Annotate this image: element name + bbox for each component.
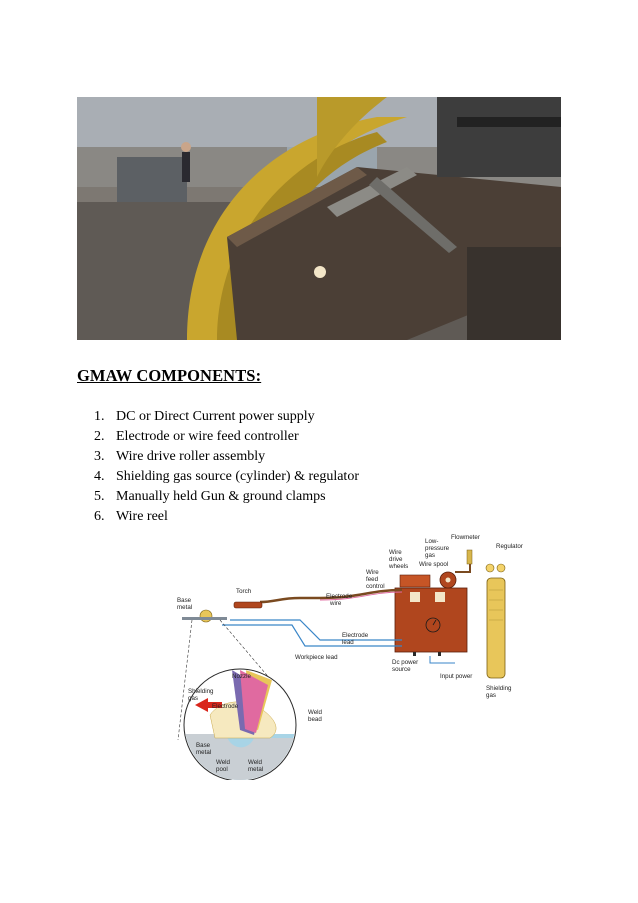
label-electrode: Electrode [212,703,239,710]
label-regulator: Regulator [496,543,523,550]
label-base-metal: Base [177,597,192,604]
components-list [94,407,359,527]
label-low-pressure-gas: pressure [425,545,450,552]
label-wire-drive-wheels: Wire [389,549,402,556]
label-electrode-lead: Electrode [342,632,369,639]
label-weld-pool: Weld [216,759,230,766]
label-low-pressure-gas: gas [425,552,435,559]
label-shielding-gas: Shielding [486,685,512,692]
gmaw-diagram-svg [170,530,530,780]
list-item-number: 3. [94,449,105,464]
label-electrode-lead: lead [342,639,354,646]
label-wire-feed-control: control [366,583,385,590]
list-item-text: Shielding gas source (cylinder) & regulator [116,469,359,484]
label-base-metal: metal [177,604,193,611]
list-item-number: 4. [94,469,105,484]
label-weld-pool: pool [216,766,228,773]
label-electrode-wire: Electrode [326,593,353,600]
label-weld-bead: Weld [308,709,322,716]
label-workpiece-lead: Workpiece lead [295,654,338,661]
list-item-number: 2. [94,429,105,444]
welding-photo-illustration [77,97,561,340]
workpiece-lead-cable [222,625,402,646]
label-inset-shielding-gas: Shielding [188,688,214,695]
list-item-text: Wire drive roller assembly [116,449,266,464]
gmaw-diagram [170,530,530,780]
label-shielding-gas: gas [486,692,496,699]
list-item [94,427,359,447]
label-weld-bead: bead [308,716,322,723]
label-inset-base-metal: Base [196,742,211,749]
label-inset-shielding-gas: gas [188,695,198,702]
list-item-text: Electrode or wire feed controller [116,429,299,444]
label-weld-metal: Weld [248,759,262,766]
power-source-box [395,588,467,652]
torch [234,602,262,608]
label-inset-base-metal: metal [196,749,212,756]
list-item [94,467,359,487]
label-wire-feed-control: feed [366,576,379,583]
label-low-pressure-gas: Low- [425,538,439,545]
label-input-power: Input power [440,673,473,680]
list-item-number: 6. [94,509,105,524]
label-wire-drive-wheels: drive [389,556,403,563]
label-torch: Torch [236,588,252,595]
flowmeter [467,550,472,564]
label-nozzle: Nozzle [232,673,251,680]
list-item-number: 1. [94,409,105,424]
label-dc-power-source: Dc power [392,659,419,666]
label-dc-power-source: source [392,666,411,673]
label-electrode-wire: wire [330,600,342,607]
label-wire-feed-control: Wire [366,569,379,576]
label-flowmeter: Flowmeter [451,534,480,541]
list-item [94,487,359,507]
welding-photo [77,97,561,340]
list-item-number: 5. [94,489,105,504]
gas-cylinder [487,578,505,678]
weld-detail-inset [180,669,310,780]
electrode-lead-cable [230,620,402,640]
list-item [94,407,359,427]
regulator-gauge [486,564,494,572]
label-wire-spool: Wire spool [419,561,449,568]
list-item [94,447,359,467]
list-item-text: Wire reel [116,509,168,524]
components-heading: GMAW COMPONENTS: [77,366,262,385]
label-wire-drive-wheels: wheels [389,563,409,570]
list-item [94,507,359,527]
list-item-text: Manually held Gun & ground clamps [116,489,326,504]
list-item-text: DC or Direct Current power supply [116,409,315,424]
label-weld-metal: metal [248,766,264,773]
